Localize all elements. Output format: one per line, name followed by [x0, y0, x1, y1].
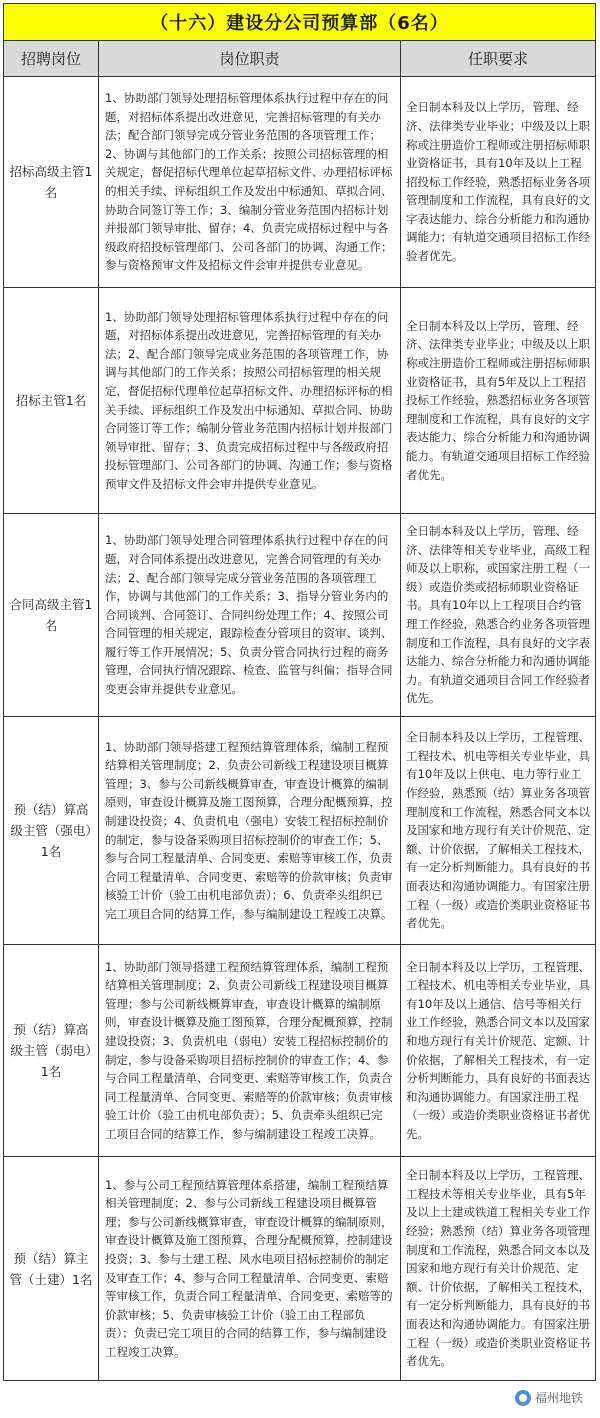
watermark	[511, 1388, 587, 1407]
requirements-cell: 全日制本科及以上学历，管理、经济、法律类专业毕业；中级及以上职称或注册造价工程师或注册招标师职业资格证书，具有10年及以上工程招投标工作经验，熟悉招标业务各项管理制度和工作流程，具有良好的文字表达能力、综合分析能力和沟通协调能力；有轨道交通项目招标工作经验者优先。	[401, 77, 596, 288]
table-row	[4, 945, 596, 1157]
duties-cell: 1、协助部门领导搭建工程预结算管理体系，编制工程预结算相关管理制度；2、负责公司新线工程建设项目概算管理；3、参与公司新线概算审查，审查设计概算的编制原则，审查设计概算及施工图预算，合理分配概预算，控制建设投资；4、负责机电（强电）安装工程招标控制价的制定，参与设备采购项目招标控制价的审查工作；5、参与合同工程量清单、合同变更、索赔等审核工作，负责合同工程量清单、合同变更、索赔等的价款审核；负责审核验工计价（验工由机电部负责）；6、负责牵头组织已完工项目合同的结算工作，参与编制建设工程竣工决算。	[99, 717, 401, 945]
table-row	[4, 77, 596, 288]
header-duties: 岗位职责	[99, 41, 401, 77]
duties-cell: 1、协助部门领导处理招标管理体系执行过程中存在的问题，对招标体系提出改进意见，完善招标管理的有关办法；配合部门领导完成分管业务范围的各项管理工作；2、协调与其他部门的工作关系；按照公司招标管理的相关规定，督促招标代理单位起草招标文件、办理招标评标的相关手续、评标组织工作及发出中标通知、草拟合同、协助合同签订等工作；3、编制分管业务范围内招标计划并报部门领导审批、留存；4、负责完成招标过程中与各级政府招投标管理部门、公司各部门的协调、沟通工作；参与资格预审文件及招标文件会审并提供专业意见。	[99, 77, 401, 288]
header-row	[4, 41, 596, 77]
header-requirements: 任职要求	[401, 41, 596, 77]
requirements-cell: 全日制本科及以上学历，工程管理、工程技术等相关专业毕业，具有5年及以上土建或铁道工程相关专业工作经验；熟悉预（结）算业务各项管理制度和工作流程，熟悉合同文本以及国家和地方现行有关计价规范、定额、计价依据，了解相关工程技术，有一定分析判断能力，具有良好的书面表达和沟通协调能力。有国家注册工程（一级）或造价类职业资格证书者优先。	[401, 1157, 596, 1381]
position-cell: 招标主管1名	[4, 288, 99, 514]
duties-cell: 1、协助部门领导处理合同管理体系执行过程中存在的问题，对合同体系提出改进意见，完善合同管理的有关办法；2、配合部门领导完成分管业务范围的各项管理工作，协调与其他部门的工作关系；3、指导分管业务内的合同谈判、合同签订、合同纠纷处理工作；4、按照公司合同管理的相关规定，跟踪检查分管项目的资审、谈判、履行等工作开展情况；5、负责分管合同执行过程的商务管理，合同执行情况跟踪、检查、监管与纠偏；指导合同变更会审并提供专业意见。	[99, 514, 401, 717]
requirements-cell: 全日制本科及以上学历，管理、经济、法律类专业毕业；中级及以上职称或注册造价工程师或注册招标师职业资格证书，具有5年及以上工程招投标工作经验，熟悉招标业务各项管理制度和工作流程，具有良好的文字表达能力、综合分析能力和沟通协调能力。有轨道交通项目招标工作经验者优先。	[401, 288, 596, 514]
table-row	[4, 1157, 596, 1381]
position-cell: 预（结）算高级主管（强电）1名	[4, 717, 99, 945]
position-cell: 招标高级主管1名	[4, 77, 99, 288]
requirements-cell: 全日制本科及以上学历，管理、经济、法律等相关专业毕业，高级工程师及以上职称，或国家注册工程（一级）或造价类或招标师职业资格证书。具有10年以上工程项目合约管理工作经验，熟悉合约业务各项管理制度和工作流程，具有良好的文字表达能力、综合分析能力和沟通协调能力。有轨道交通项目合同工作经验者优先。	[401, 514, 596, 717]
duties-cell: 1、协助部门领导处理招标管理体系执行过程中存在的问题，对招标体系提出改进意见，完善招标管理的有关办法；2、配合部门领导完成业务范围的各项管理工作，协调与其他部门的工作关系；按照公司招标管理的相关规定，督促招标代理单位起草招标文件、办理招标评标的相关手续、评标组织工作及发出中标通知、草拟合同、协助合同签订等工作；编制分管业务范围内招标计划并报部门领导审批、留存；3、负责完成招标过程中与各级政府招投标管理部门、公司各部门的协调、沟通工作；参与资格预审文件及招标文件会审并提供专业意见。	[99, 288, 401, 514]
title-row	[4, 4, 596, 41]
duties-cell: 1、参与公司工程预结算管理体系搭建，编制工程预结算相关管理制度；2、参与公司新线工程建设项目概算管理；参与公司新线概算审查，审查设计概算的编制原则，审查设计概算及施工图预算，合理分配概预算，控制建设投资；3、参与土建工程、风水电项目招标控制价的制定及审查工作；4、参与合同工程量清单、合同变更、索赔等审核工作，负责合同工程量清单、合同变更、索赔等的价款审核；5、负责审核验工计价（验工由工程部负责）；负责已完工项目的合同的结算工作，参与编制建设工程竣工决算。	[99, 1157, 401, 1381]
watermark-text: 福州地铁	[534, 1391, 583, 1405]
position-cell: 预（结）算主管（土建）1名	[4, 1157, 99, 1381]
duties-cell: 1、协助部门领导搭建工程预结算管理体系，编制工程预结算相关管理制度；2、负责公司新线工程建设项目概算管理；参与公司新线概算审查，审查设计概算的编制原则，审查设计概算及施工图预算，合理分配概预算，控制建设投资；3、负责机电（弱电）安装工程招标控制价的制定，参与设备采购项目招标控制价的审查工作；4、参与合同工程量清单、合同变更、索赔等审核工作，负责合同工程量清单、合同变更、索赔等的价款审核；负责审核验工计价（验工由机电部负责）；5、负责牵头组织已完工项目合同的结算工作，参与编制建设工程竣工决算。	[99, 945, 401, 1157]
wechat-logo-icon	[515, 1390, 531, 1406]
table-row	[4, 288, 596, 514]
table-row	[4, 717, 596, 945]
table-row	[4, 514, 596, 717]
requirements-cell: 全日制本科及以上学历，工程管理、工程技术、机电等相关专业毕业，具有10年及以上供电、电力等行业工作经验，熟悉预（结）算业务各项管理制度和工作流程，熟悉合同文本以及国家和地方现行有关计价规范、定额、计价依据，了解相关工程技术，有一定分析判断能力。具有良好的书面表达和沟通协调能力。有国家注册工程（一级）或造价类职业资格证书者优先。	[401, 717, 596, 945]
recruitment-table	[3, 3, 596, 1381]
table-title: （十六）建设分公司预算部（6名）	[4, 4, 596, 41]
requirements-cell: 全日制本科及以上学历，工程管理、工程技术、机电等相关专业毕业，具有10年及以上通信、信号等相关行业工作经验，熟悉合同文本以及国家和地方现行有关计价规范、定额、计价依据，了解相关工程技术，有一定分析判断能力，具有良好的书面表达和沟通协调能力。有国家注册工程（一级）或造价类职业资格证书者优先。	[401, 945, 596, 1157]
header-position: 招聘岗位	[4, 41, 99, 77]
position-cell: 预（结）算高级主管（弱电）1名	[4, 945, 99, 1157]
position-cell: 合同高级主管1名	[4, 514, 99, 717]
recruitment-page	[3, 3, 595, 1413]
